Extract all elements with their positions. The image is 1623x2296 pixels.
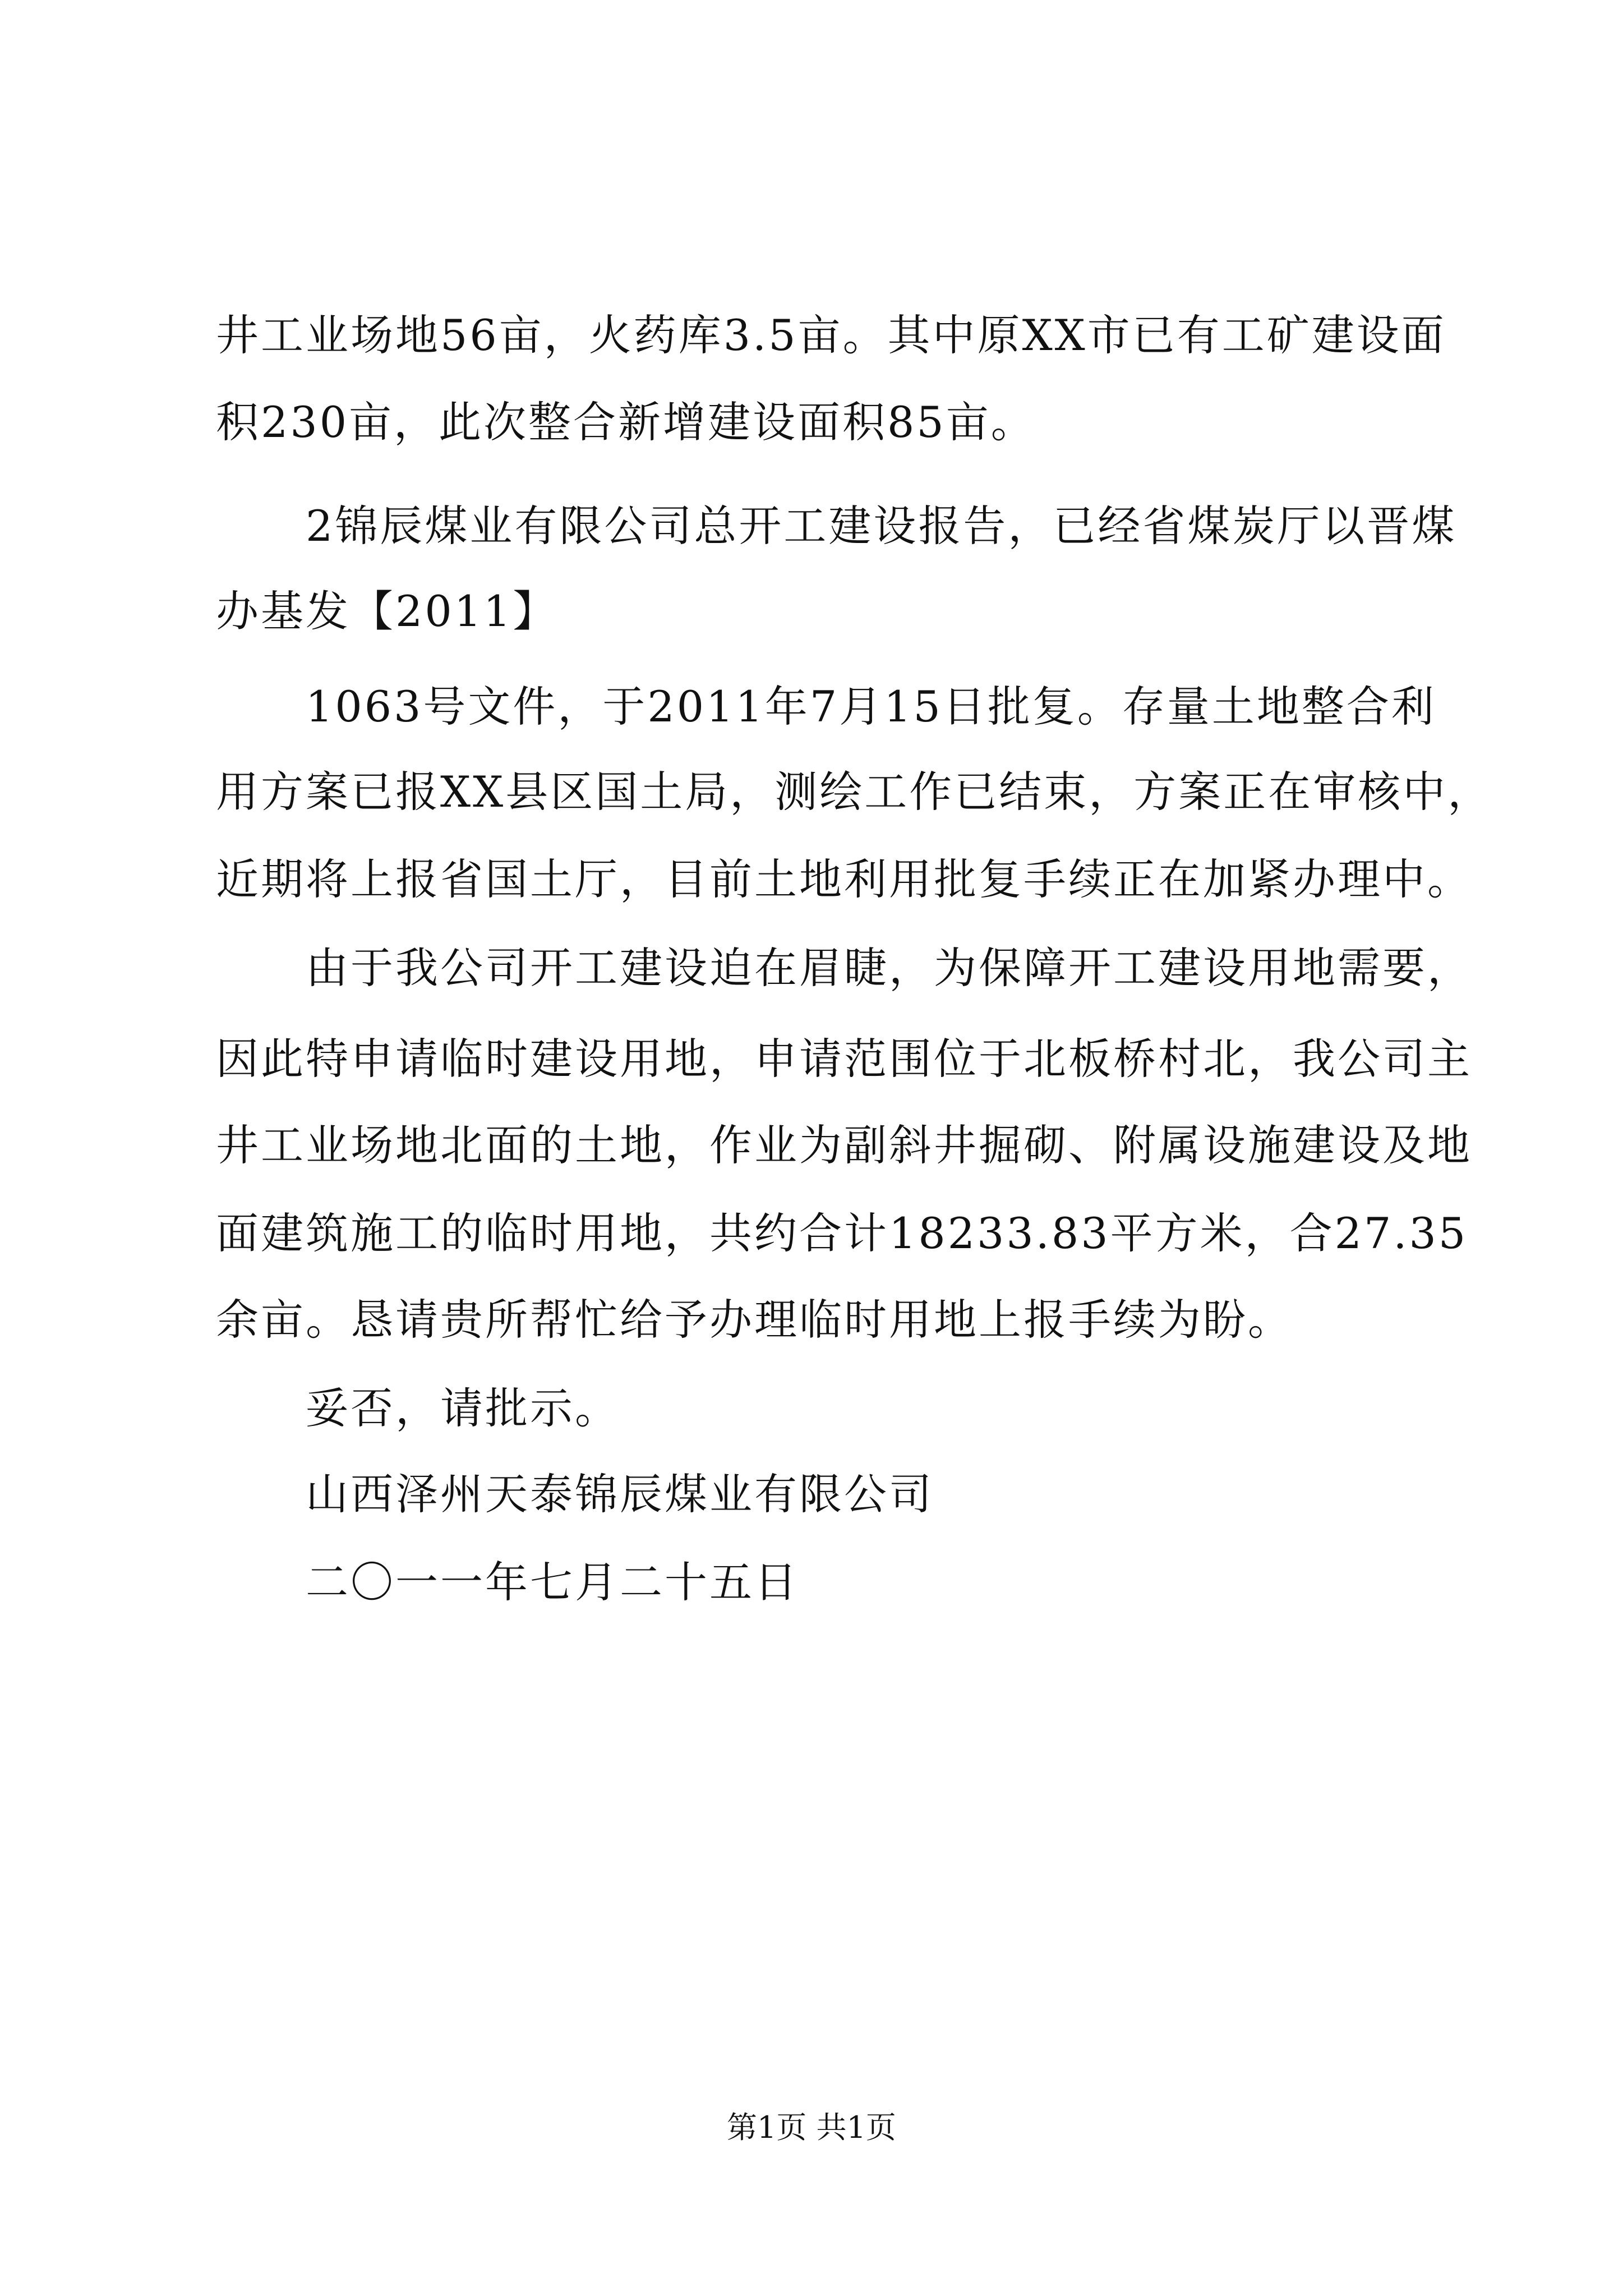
body-line: 办基发【2011】 [216,586,558,636]
closing-request: 妥否，请批示。 [306,1383,620,1433]
body-line: 井工业场地北面的土地，作业为副斜井掘砌、附属设施建设及地 [216,1120,1472,1170]
body-line: 用方案已报XX县区国土局，测绘工作已结束，方案正在审核中， [216,767,1493,817]
signature-company: 山西泽州天泰锦辰煤业有限公司 [306,1469,934,1519]
body-line: 井工业场地56亩，火药库3.5亩。其中原XX市已有工矿建设面 [216,310,1446,360]
paragraph-start-line: 2锦辰煤业有限公司总开工建设报告，已经省煤炭厅以晋煤 [306,501,1457,551]
body-line: 近期将上报省国土厅，目前土地利用批复手续正在加紧办理中。 [216,854,1472,904]
body-line: 面建筑施工的临时用地，共约合计18233.83平方米，合27.35 [216,1208,1468,1258]
body-line: 积230亩，此次整合新增建设面积85亩。 [216,397,1036,447]
paragraph-start-line: 1063号文件，于2011年7月15日批复。存量土地整合利 [306,682,1436,731]
body-line: 余亩。恳请贵所帮忙给予办理临时用地上报手续为盼。 [216,1295,1293,1345]
page-number: 第1页 共1页 [727,2110,896,2145]
paragraph-start-line: 由于我公司开工建设迫在眉睫，为保障开工建设用地需要， [306,943,1472,993]
signature-date: 二〇一一年七月二十五日 [306,1557,799,1607]
body-line: 因此特申请临时建设用地，申请范围位于北板桥村北，我公司主 [216,1034,1472,1084]
